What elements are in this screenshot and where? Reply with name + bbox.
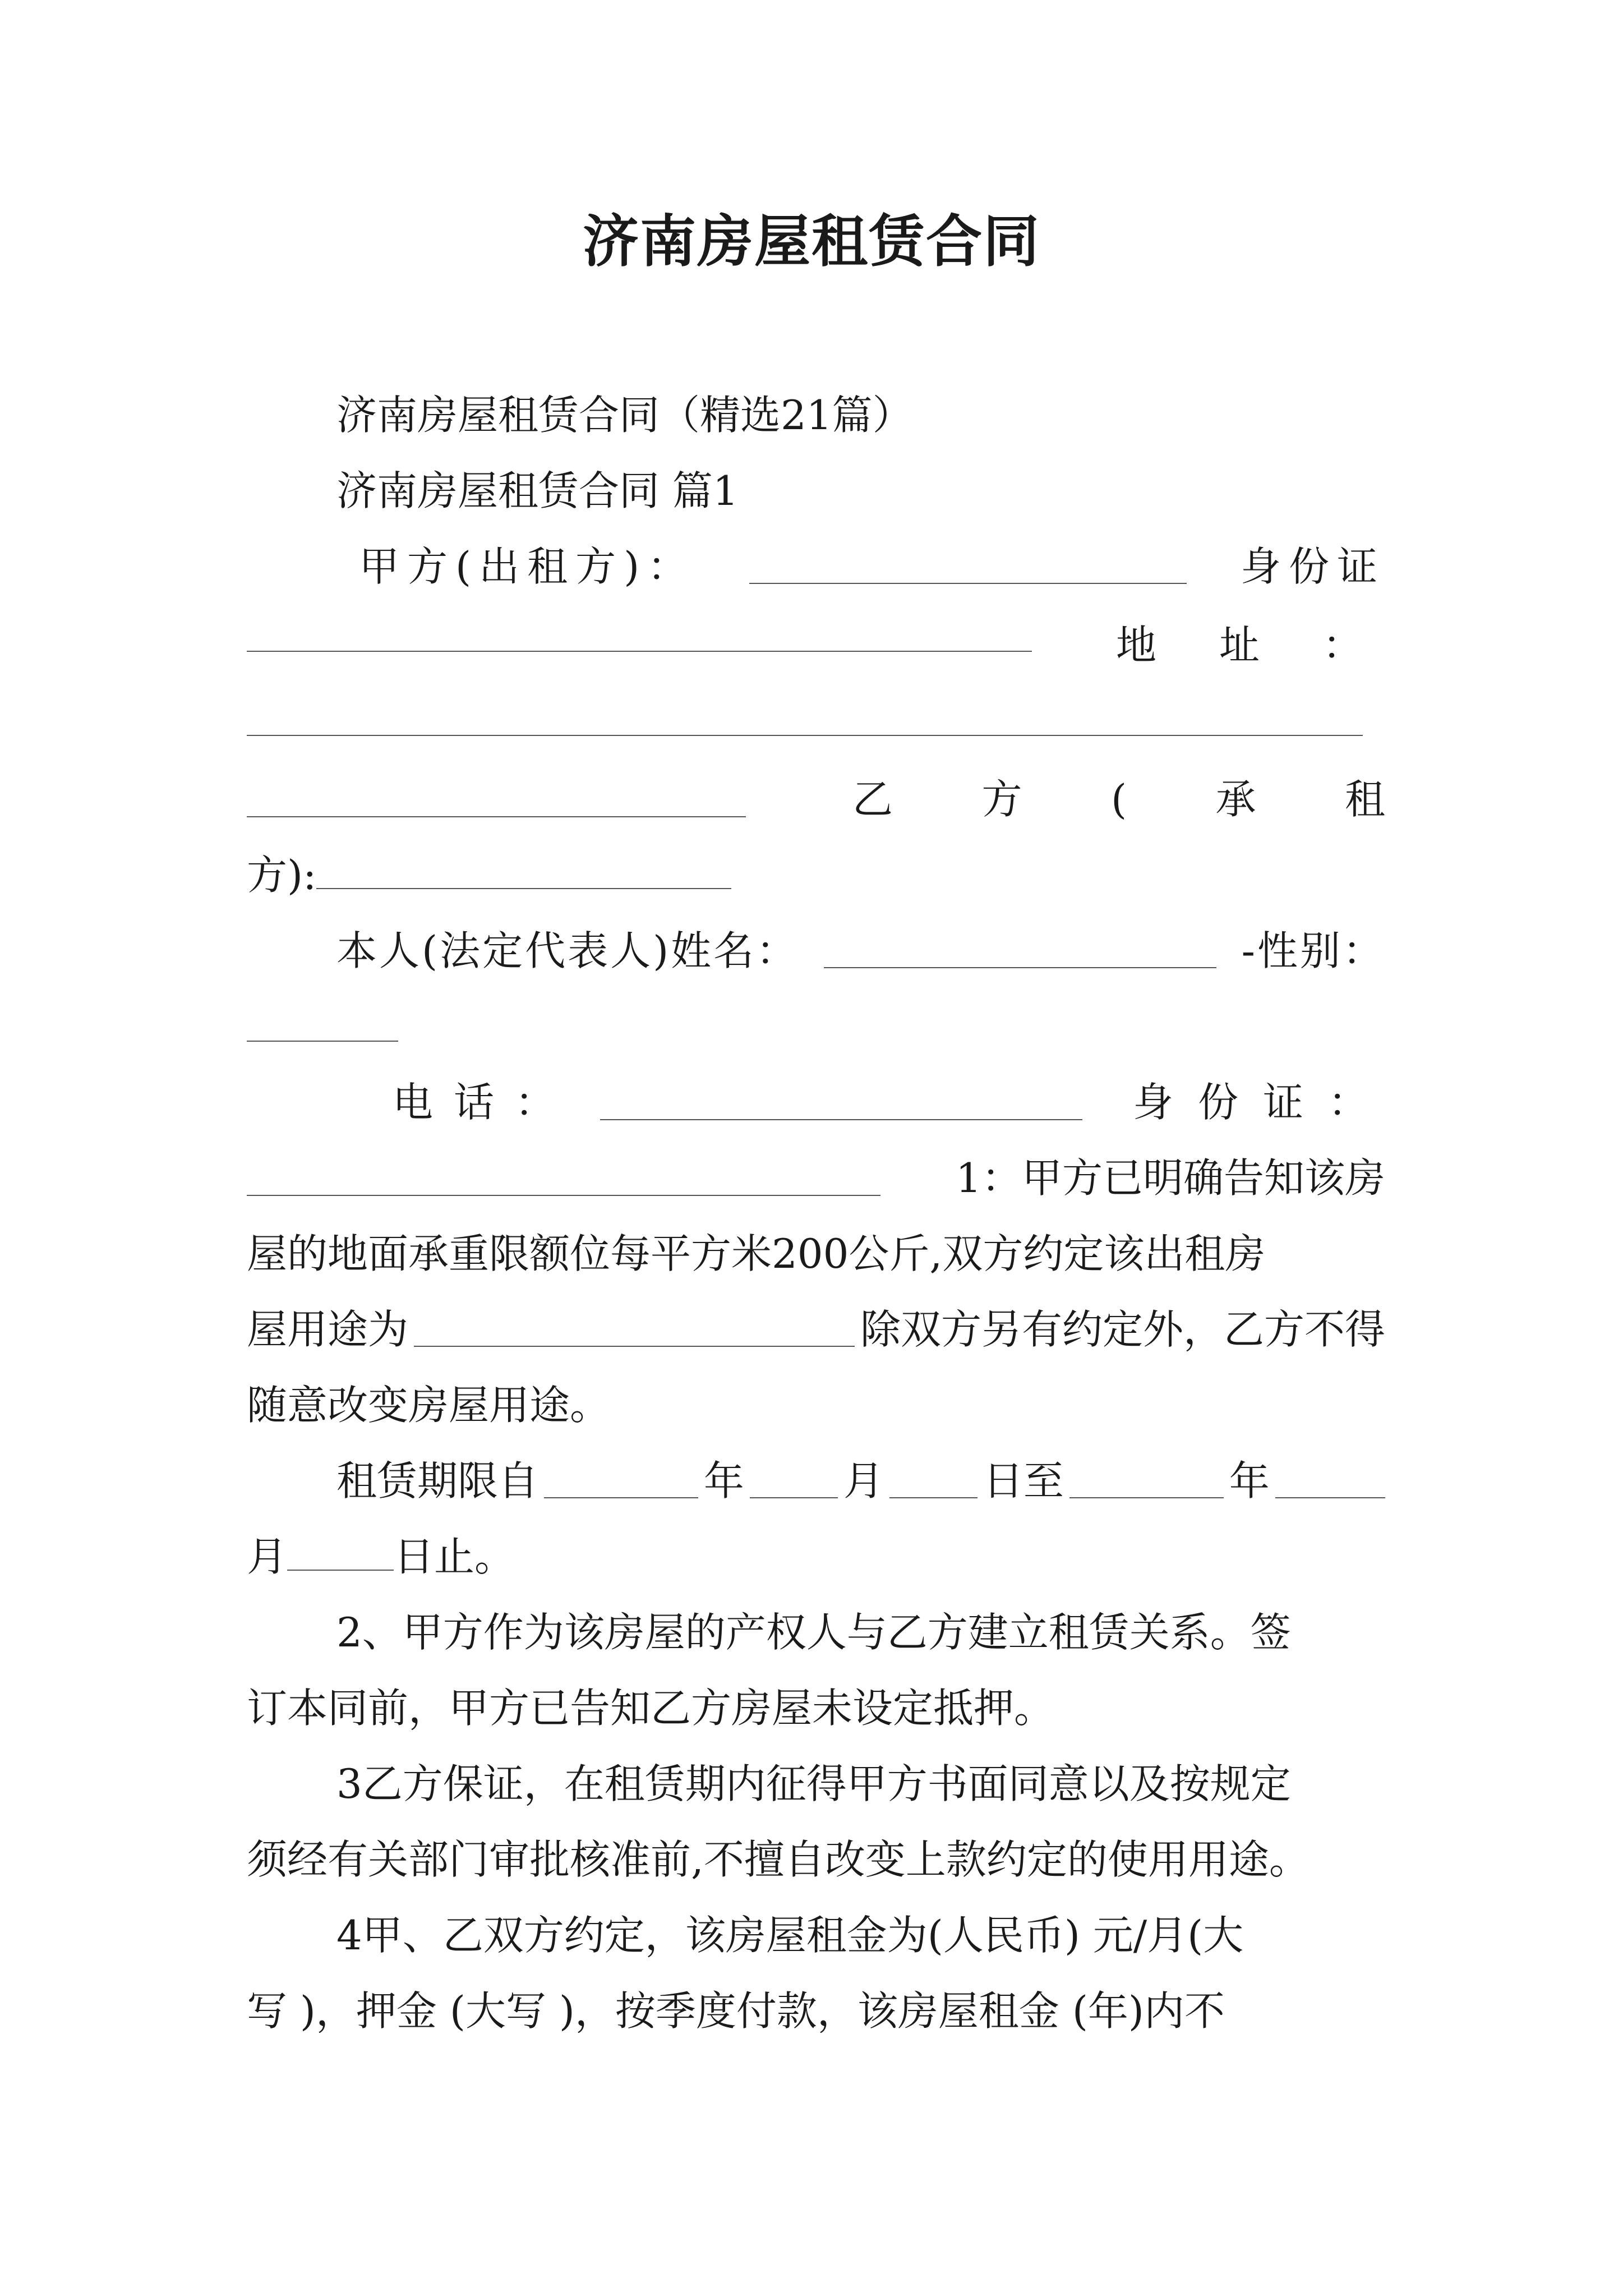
document-title: 济南房屋租赁合同 [583,208,1040,274]
party-b-tail-line [247,847,1385,903]
party-b-char: 租 [1344,776,1385,823]
party-b-char: 乙 [852,776,893,823]
party-b-id-blank [247,1195,880,1196]
gender-blank [247,1041,398,1042]
address-label [1116,617,1363,673]
representative-label: 本人(法定代表人)姓名： [336,927,799,974]
id-char: 身 [1133,1079,1174,1126]
gender-label: -性别： [1241,927,1385,974]
lease-month-label: 月 [843,1457,884,1504]
party-b-tail: 方): [247,852,317,899]
clause1-use-label: 屋用途为 [247,1306,409,1353]
lease-to-label: 日至 [983,1457,1064,1504]
clause1-line-d: 随意改变房屋用途。 [247,1382,611,1429]
lease-to-year-blank [1069,1464,1224,1498]
representative-line [336,923,1385,979]
clause1-line-b: 屋的地面承重限额位每平方米200公斤,双方约定该出租房 [247,1230,1266,1277]
lease-term-line-a [336,1453,1385,1509]
clause2-line-b: 订本同前，甲方已告知乙方房屋未设定抵押。 [247,1685,1055,1732]
party-b-id-label [1133,1074,1368,1130]
party-a-name-blank [749,549,1187,584]
party-b-char: 承 [1215,776,1256,823]
lease-from-day-blank [889,1464,978,1498]
representative-blank [824,933,1216,968]
party-b-char: 方 [981,776,1022,823]
phone-char: ： [514,1079,555,1126]
lease-term-line-b [247,1529,1385,1585]
lease-from-month-blank [750,1464,838,1498]
clause1-line-c [247,1301,1385,1358]
clause3-line-a: 3乙方保证，在租赁期内征得甲方书面同意以及按规定 [336,1760,1291,1807]
lease-to-day-blank [287,1536,394,1571]
party-a-label: 甲方(出租方)： [359,543,696,590]
section-heading: 济南房屋租赁合同 篇1 [336,467,739,514]
lease-to-year-label: 年 [1229,1457,1270,1504]
phone-char: 电 [393,1079,434,1126]
lease-end-label: 日止。 [394,1533,515,1580]
clause2-line-a: 2、甲方作为该房屋的产权人与乙方建立租赁关系。签 [336,1609,1291,1656]
clause1-use-blank [414,1312,855,1347]
party-a-line [359,539,1385,595]
phone-char: 话 [453,1079,494,1126]
clause4-line-a: 4甲、乙双方约定，该房屋租金为(人民币) 元/月(大 [336,1912,1244,1959]
lease-year-label: 年 [703,1457,744,1504]
id-char: 证 [1262,1079,1303,1126]
clause1-line-a: 1：甲方已明确告知该房 [956,1154,1385,1202]
address-char: 地 [1116,622,1157,669]
party-b-label [852,771,1385,827]
clause3-line-b: 须经有关部门审批核准前,不擅自改变上款约定的使用用途。 [247,1836,1310,1883]
party-a-id-blank [247,651,1032,652]
party-a-address-tail-blank [247,816,746,817]
clause1-note: 除双方另有约定外，乙方不得 [860,1306,1385,1353]
address-char: ： [1322,622,1363,669]
phone-blank [600,1119,1082,1120]
lease-to-month-label: 月 [247,1533,288,1580]
party-b-name-blank [316,854,731,889]
clause4-line-b: 写 )，押金 (大写 )，按季度付款，该房屋租金 (年)内不 [247,1987,1225,2035]
lease-from-year-blank [544,1464,698,1498]
id-char: ： [1327,1079,1368,1126]
subtitle: 济南房屋租赁合同（精选21篇） [336,392,913,439]
id-char: 份 [1197,1079,1238,1126]
lease-to-month-blank [1275,1464,1385,1498]
address-blank [247,735,1363,736]
lease-from-label: 租赁期限自 [336,1457,539,1504]
party-b-char: ( [1110,776,1127,823]
address-char: 址 [1219,622,1260,669]
phone-label [393,1074,555,1130]
party-a-id-label: 身份证 [1240,543,1385,590]
